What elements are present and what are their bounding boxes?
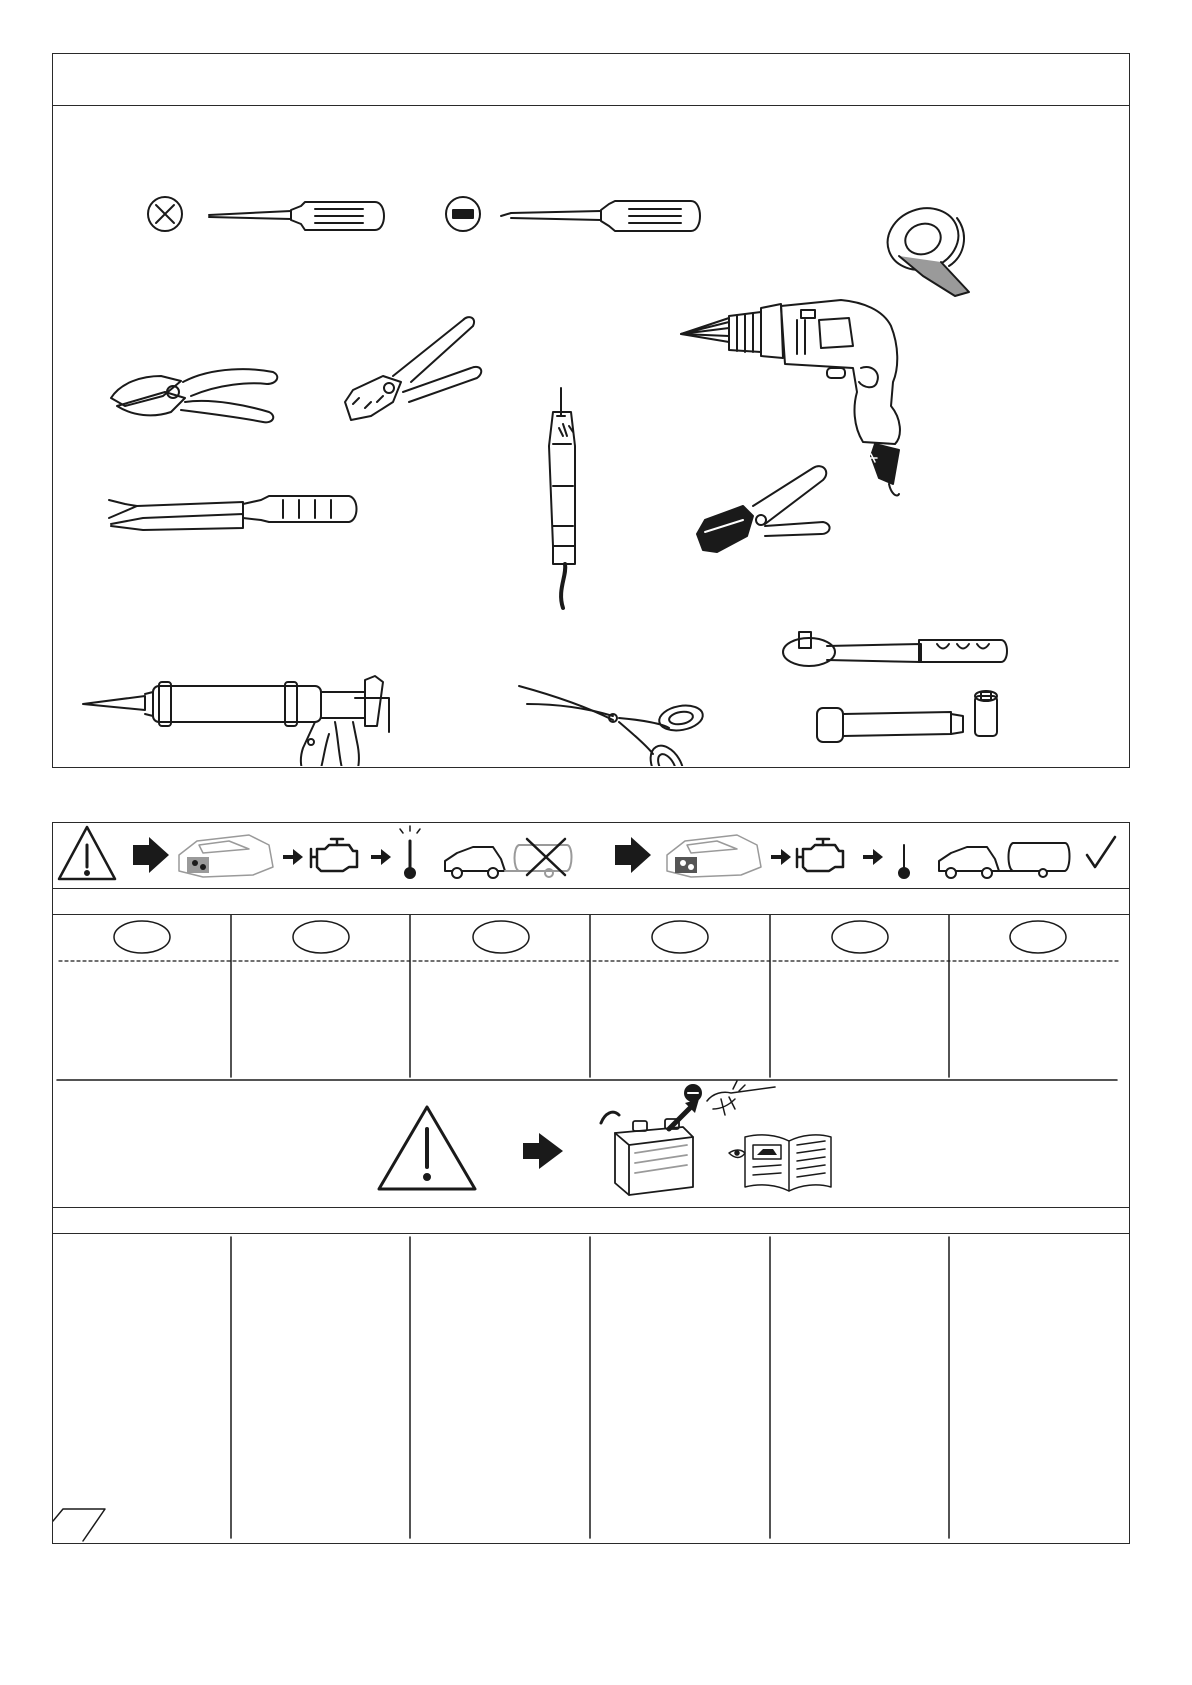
sealant-gun-icon [83, 676, 389, 766]
voltage-tester-icon [549, 388, 575, 608]
small-arrow-icon [283, 849, 303, 865]
phillips-screwdriver-icon [148, 197, 384, 231]
hand-disconnect-icon [707, 1081, 775, 1115]
safety-bar [53, 888, 1129, 915]
engine-icon [797, 839, 843, 871]
instruction-illustration [53, 823, 1128, 1543]
arrow-icon [523, 1133, 563, 1169]
thermometer-icon [899, 845, 909, 878]
small-arrow-icon [771, 849, 791, 865]
engine-icon [311, 839, 357, 871]
battery-negative-terminal-icon [684, 1084, 702, 1102]
page-corner-tab [53, 1509, 105, 1541]
crimping-pliers-icon [345, 317, 481, 420]
instruction-panel [52, 822, 1130, 1544]
side-cutter-pliers-icon [111, 369, 277, 422]
tools-illustration [53, 106, 1128, 766]
tools-panel [52, 53, 1130, 768]
arrow-icon [615, 837, 651, 873]
checkmark-icon [1087, 837, 1115, 867]
manual-book-icon [729, 1135, 831, 1191]
car-front-icon [179, 835, 273, 877]
car-side-icon [939, 847, 999, 878]
wire-stripper-icon [697, 466, 830, 552]
car-front-icon [667, 835, 761, 877]
language-columns-upper [57, 915, 1121, 1080]
trim-removal-tool-icon [109, 496, 357, 530]
warning-bar [53, 1207, 1129, 1234]
language-columns-lower [231, 1237, 949, 1538]
flat-screwdriver-icon [446, 197, 700, 231]
small-arrow-icon [371, 849, 391, 865]
battery-icon [601, 1099, 699, 1195]
ratchet-wrench-icon [783, 632, 1007, 666]
socket-extension-icon [817, 691, 997, 742]
small-arrow-icon [863, 849, 883, 865]
car-side-icon [445, 847, 505, 878]
tools-header [53, 54, 1129, 106]
warning-triangle-icon [59, 827, 115, 879]
trailer-icon [999, 843, 1070, 877]
large-warning-triangle-icon [379, 1107, 475, 1189]
insulating-tape-icon [879, 198, 969, 296]
drill-icon [681, 300, 900, 496]
thermometer-icon [400, 826, 420, 878]
arrow-icon [133, 837, 169, 873]
scissors-icon [519, 686, 705, 766]
